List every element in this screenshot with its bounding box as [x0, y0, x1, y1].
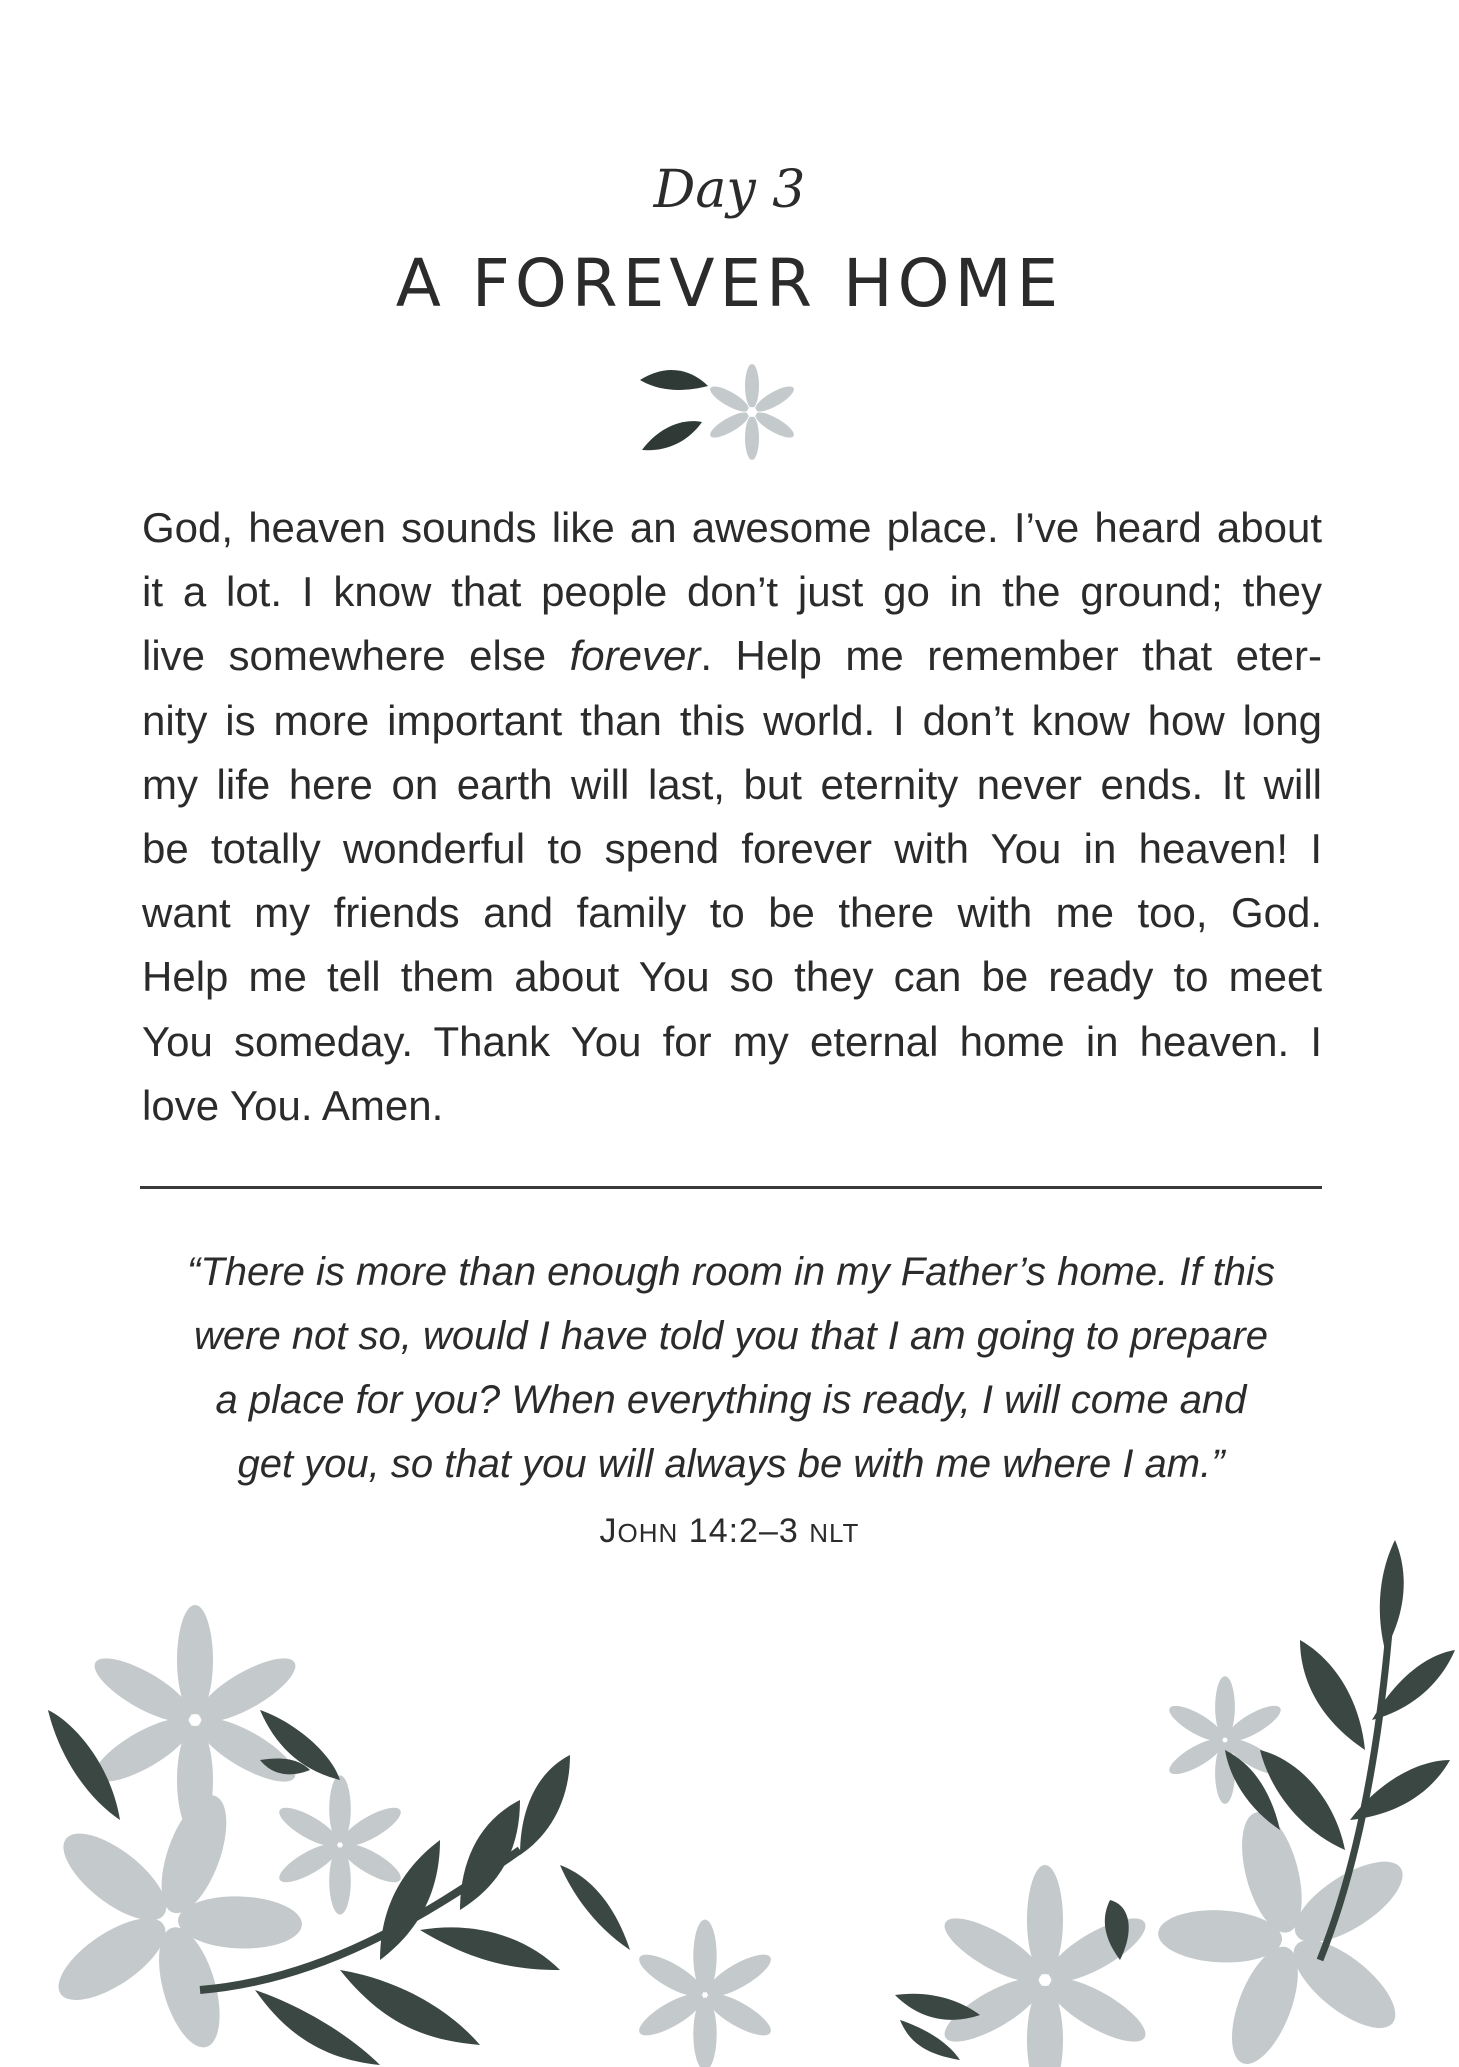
- prayer-line: my life here on earth will last, but eternity never ends. It will: [142, 760, 1322, 808]
- floral-border-icon: [0, 1520, 1459, 2067]
- prayer-line: want my friends and family to be there with me too, God.: [142, 889, 1322, 937]
- prayer-line: God, heaven sounds like an awesome place. I’ve heard about: [142, 504, 1322, 551]
- emphasis-word: forever: [569, 632, 701, 680]
- prayer-line: [142, 624, 1322, 688]
- prayer-line: Help me tell them about You so they can be ready to meet: [142, 953, 1322, 1001]
- verse-line: get you, so that you will always be with me where I am.”: [237, 1442, 1225, 1486]
- reference-chapter-verse: 14:2–3: [688, 1512, 799, 1550]
- scripture-quote: [140, 1240, 1322, 1496]
- page-title: A FOREVER HOME: [395, 245, 1064, 322]
- prayer-line: be totally wonderful to spend forever with You in heaven! I: [142, 825, 1322, 873]
- day-label: Day 3: [653, 160, 806, 220]
- leaf-ornament-icon: [630, 362, 820, 472]
- prayer-line: You someday. Thank You for my eternal home in heaven. I: [142, 1017, 1322, 1065]
- reference-book-rest: OHN: [617, 1518, 679, 1548]
- prayer-line-part: . Help me remember that eter-: [700, 632, 1322, 680]
- reference-book-initial: J: [599, 1512, 618, 1550]
- reference-version: NLT: [809, 1518, 860, 1548]
- prayer-line: it a lot. I know that people don’t just go in the ground; they: [142, 568, 1322, 616]
- verse-line: a place for you? When everything is ready, I will come and: [215, 1378, 1247, 1422]
- prayer-text: [142, 496, 1322, 1138]
- prayer-line-part: live somewhere else: [142, 632, 570, 680]
- section-divider: [140, 1186, 1322, 1189]
- verse-line: “There is more than enough room in my Father’s home. If this: [187, 1250, 1275, 1294]
- prayer-line: love You. Amen.: [142, 1081, 444, 1129]
- prayer-line: nity is more important than this world. I don’t know how long: [142, 696, 1322, 744]
- verse-line: were not so, would I have told you that I am going to prepare: [194, 1314, 1268, 1358]
